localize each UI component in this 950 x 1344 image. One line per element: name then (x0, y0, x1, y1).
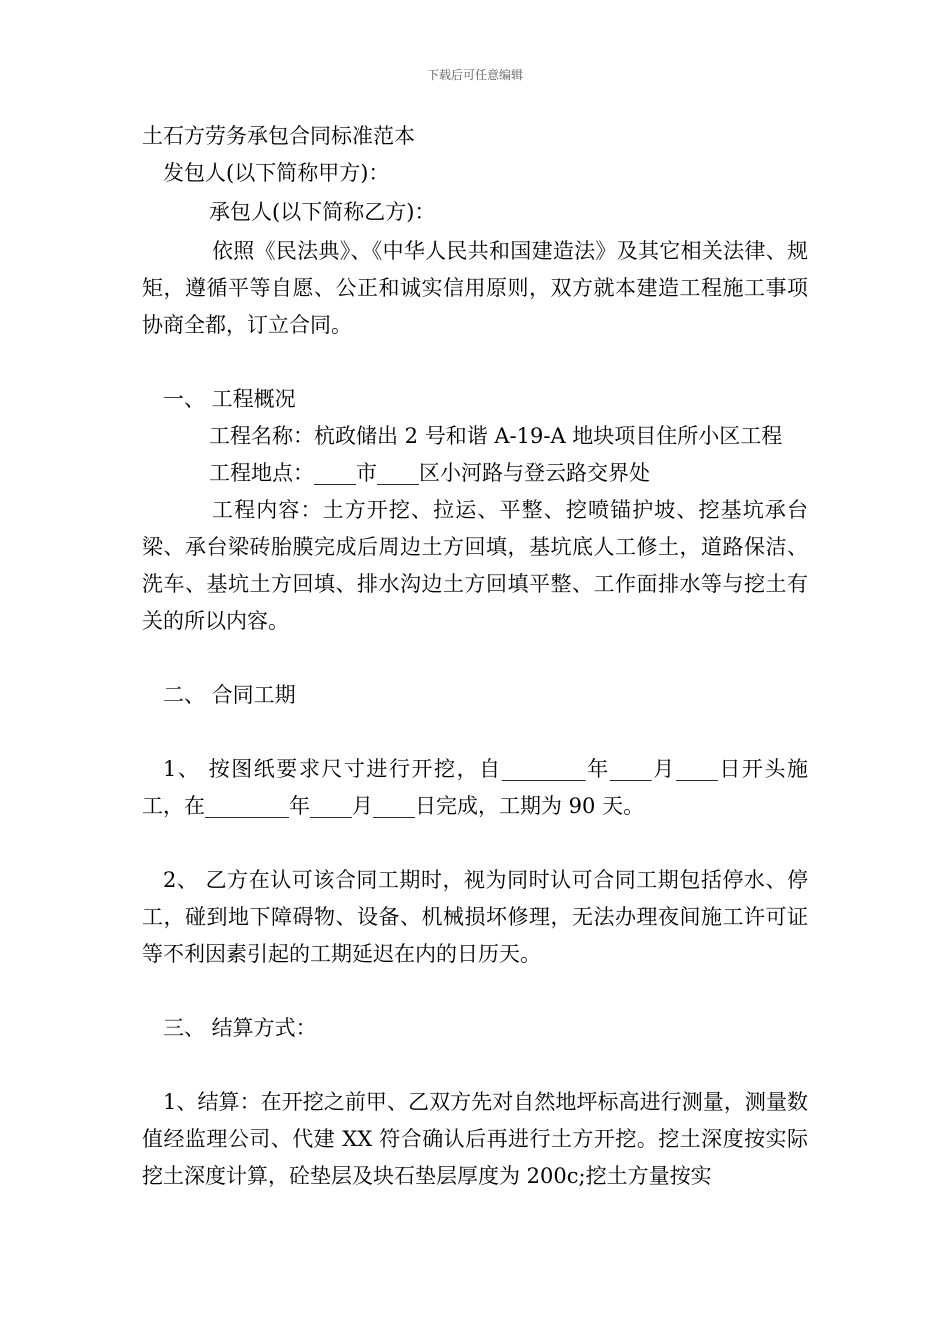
party-b-line: 承包人(以下简称乙方)： (209, 200, 436, 224)
page-header: 下载后可任意编辑 (426, 68, 523, 82)
project-name-line: 工程名称：杭政储出 2 号和谐 A-19-A 地块项目住所小区工程 (209, 424, 783, 448)
spacer (142, 973, 808, 1010)
project-location-line: 工程地点：____市____区小河路与登云路交界处 (209, 461, 650, 485)
party-a-line: 发包人(以下简称甲方)： (163, 161, 390, 185)
project-content-paragraph: 工程内容：土方开挖、拉运、平整、挖喷锚护坡、挖基坑承台梁、承台梁砖胎膜完成后周边土方回填，基坑底人工修土，道路保洁、洗车、基坑土方回填、排水沟边土方回填平整、工作面排水等与挖土有关的所以内容。 (142, 498, 808, 633)
section-2-item-1: 1、 按图纸要求尺寸进行开挖，自________年____月____日开头施工，在________年____月____日完成，工期为 90 天。 (142, 757, 808, 818)
document-title: 土石方劳务承包合同标准范本 (142, 124, 415, 148)
spacer (142, 825, 808, 862)
section-2-heading: 二、 合同工期 (163, 683, 296, 707)
section-2-item-2: 2、 乙方在认可该合同工期时，视为同时认可合同工期包括停水、停工，碰到地下障碍物、设备、机械损坏修理，无法办理夜间施工许可证等不利因素引起的工期延迟在内的日历天。 (142, 868, 808, 966)
intro-paragraph: 依照《民法典》、《中华人民共和国建造法》及其它相关法律、规矩，遵循平等自愿、公正和诚实信用原则，双方就本建造工程施工事项协商全都，订立合同。 (142, 239, 808, 337)
spacer (142, 1047, 808, 1084)
spacer (142, 344, 808, 381)
section-3-heading: 三、 结算方式： (163, 1016, 317, 1040)
section-1-heading: 一、 工程概况 (163, 387, 296, 411)
section-3-item-1: 1、结算：在开挖之前甲、乙双方先对自然地坪标高进行测量，测量数值经监理公司、代建 XX 符合确认后再进行土方开挖。挖土深度按实际挖土深度计算，砼垫层及块石垫层厚度为 200c;挖土方量按实 (142, 1090, 808, 1188)
spacer (142, 640, 808, 677)
document-body (142, 118, 808, 1195)
spacer (142, 714, 808, 751)
